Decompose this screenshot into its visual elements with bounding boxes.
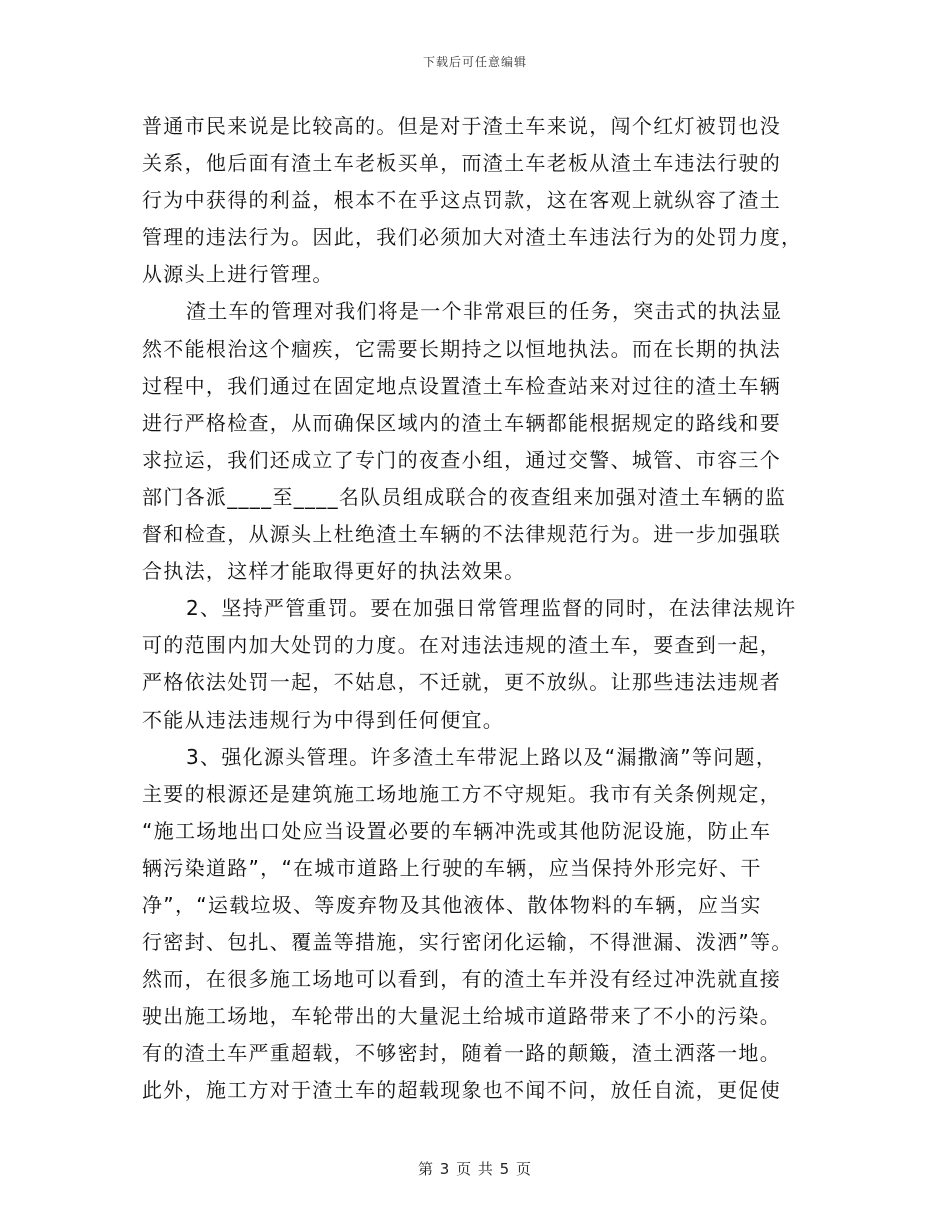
text-line: 严格依法处罚一起，不姑息，不迁就，更不放纵。让那些违法违规者	[142, 670, 781, 695]
page-footer: 第 3 页 共 5 页	[418, 1160, 532, 1178]
paragraph-start-line: 渣土车的管理对我们将是一个非常艰巨的任务，突击式的执法显	[186, 299, 783, 324]
text-line: 净”，“运载垃圾、等废弃物及其他液体、散体物料的车辆，应当实	[142, 892, 762, 917]
text-line: 可的范围内加大处罚的力度。在对违法违规的渣土车，要查到一起，	[142, 633, 781, 658]
text-line: 行为中获得的利益，根本不在乎这点罚款，这在客观上就纵容了渣土	[142, 188, 781, 213]
text-line: 进行严格检查，从而确保区域内的渣土车辆都能根据规定的路线和要	[142, 410, 781, 435]
paragraph-start-line: 3、强化源头管理。许多渣土车带泥上路以及“漏撒滴”等问题，	[186, 744, 778, 769]
paragraph-start-line: 2、坚持严管重罚。要在加强日常管理监督的同时，在法律法规许	[186, 596, 797, 621]
text-line: 有的渣土车严重超载，不够密封，随着一路的颠簸，渣土洒落一地。	[142, 1041, 781, 1066]
text-line: 合执法，这样才能取得更好的执法效果。	[142, 559, 526, 584]
page-header: 下载后可任意编辑	[422, 55, 527, 69]
text-line: 辆污染道路”，“在城市道路上行驶的车辆，应当保持外形完好、干	[142, 855, 762, 880]
text-line: 从源头上进行管理。	[142, 262, 334, 287]
document-body	[142, 108, 822, 1110]
text-line: 此外，施工方对于渣土车的超载现象也不闻不问，放任自流，更促使	[142, 1078, 781, 1103]
text-line: 过程中，我们通过在固定地点设置渣土车检查站来对过往的渣土车辆	[142, 373, 781, 398]
text-line: 行密封、包扎、覆盖等措施，实行密闭化运输，不得泄漏、泼洒”等。	[142, 930, 793, 955]
text-line: 主要的根源还是建筑施工场地施工方不守规矩。我市有关条例规定，	[142, 781, 781, 806]
text-line: 督和检查，从源头上杜绝渣土车辆的不法律规范行为。进一步加强联	[142, 522, 781, 547]
text-line: 关系，他后面有渣土车老板买单，而渣土车老板从渣土车违法行驶的	[142, 151, 781, 176]
text-line: 部门各派____至____名队员组成联合的夜查组来加强对渣土车辆的监	[142, 484, 787, 509]
text-line: 求拉运，我们还成立了专门的夜查小组，通过交警、城管、市容三个	[142, 447, 781, 472]
text-line: 驶出施工场地，车轮带出的大量泥土给城市道路带来了不小的污染。	[142, 1004, 781, 1029]
text-line: 然不能根治这个痼疾，它需要长期持之以恒地执法。而在长期的执法	[142, 336, 781, 361]
text-line: 管理的违法行为。因此，我们必须加大对渣土车违法行为的处罚力度，	[142, 225, 803, 250]
text-line: 普通市民来说是比较高的。但是对于渣土车来说，闯个红灯被罚也没	[142, 114, 781, 138]
text-line: 不能从违法违规行为中得到任何便宜。	[142, 707, 505, 732]
text-line: “施工场地出口处应当设置必要的车辆冲洗或其他防泥设施，防止车	[142, 818, 772, 843]
text-line: 然而，在很多施工场地可以看到，有的渣土车并没有经过冲洗就直接	[142, 967, 781, 992]
